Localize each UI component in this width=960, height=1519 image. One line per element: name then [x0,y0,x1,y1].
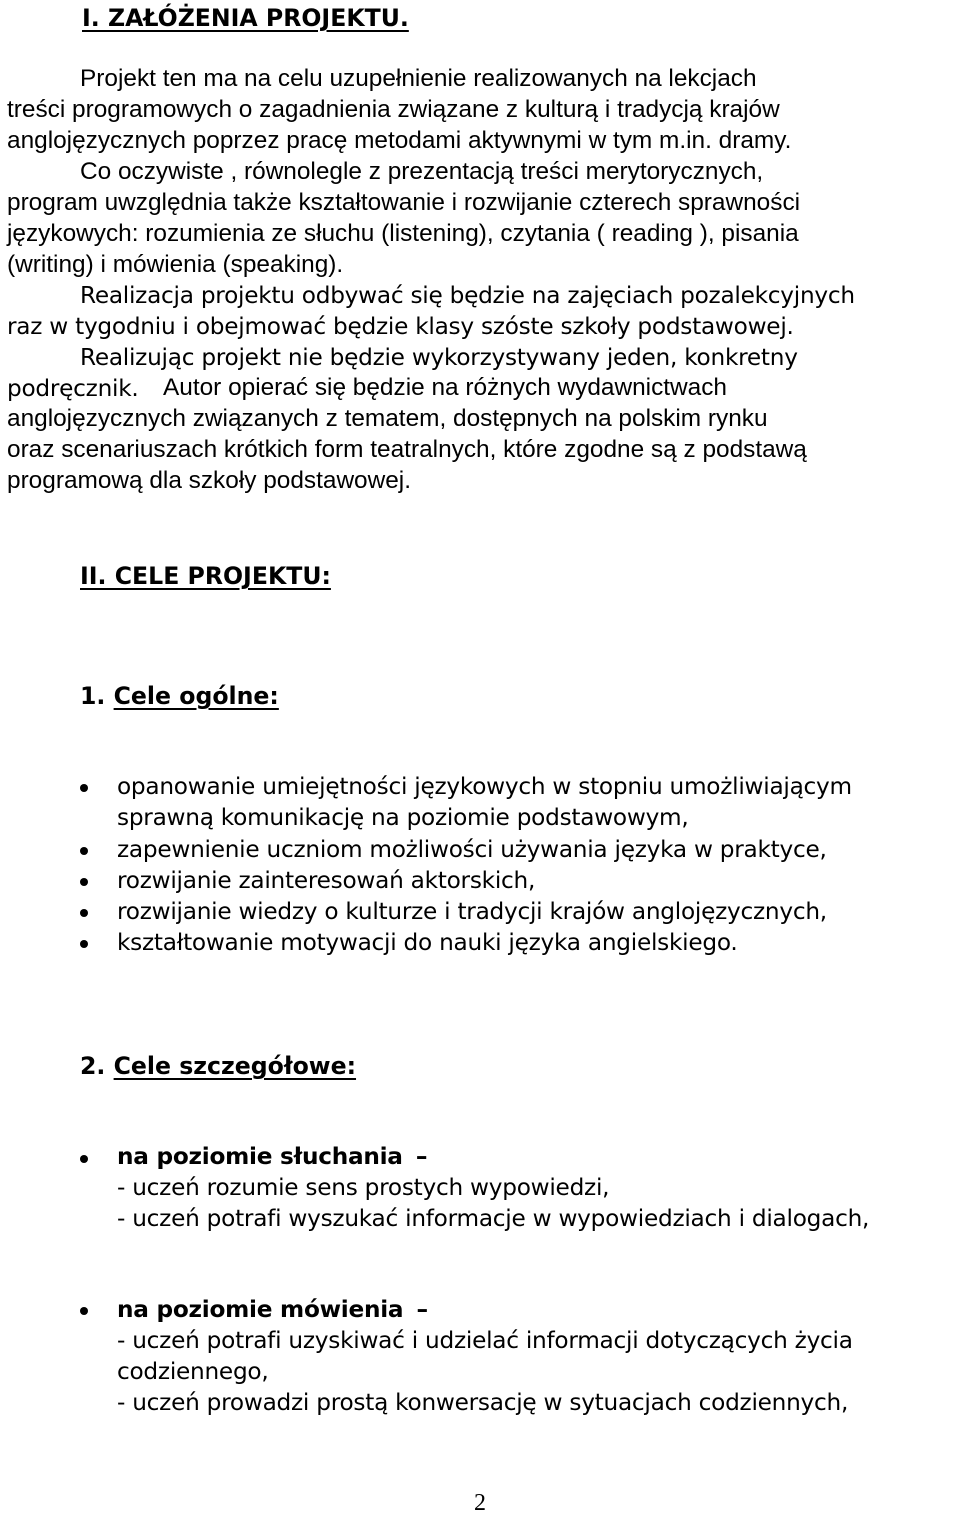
listening-line: - uczeń rozumie sens prostych wypowiedzi, [117,1174,610,1201]
detailed-goals-heading [80,1052,356,1080]
bullet-icon [80,878,88,886]
detailed-goals-number: 2. [80,1052,106,1080]
general-goal-item: rozwijanie zainteresowań aktorskich, [117,867,536,894]
speaking-line: - uczeń prowadzi prostą konwersację w sytuacjach codziennych, [117,1389,849,1416]
general-goal-item: rozwijanie wiedzy o kulturze i tradycji krajów anglojęzycznych, [117,898,827,925]
section-1-line: Realizacja projektu odbywać się będzie na zajęciach pozalekcyjnych [80,282,855,309]
section-1-title: I. ZAŁÓŻENIA PROJEKTU. [82,4,409,32]
section-1-line: podręcznik. [7,375,139,402]
speaking-heading [117,1296,428,1323]
general-goals-number: 1. [80,682,106,710]
bullet-icon [80,1155,88,1163]
section-2-title: II. CELE PROJEKTU: [80,562,331,590]
section-1-line: językowych: rozumienia ze słuchu (listening), czytania ( reading ), pisania [7,220,799,247]
speaking-label: na poziomie mówienia [117,1296,404,1323]
page-number: 2 [474,1490,486,1516]
section-1-line: Autor opierać się będzie na różnych wydawnictwach [163,374,727,401]
bullet-icon [80,784,88,792]
listening-label: na poziomie słuchania [117,1143,403,1170]
listening-line: - uczeń potrafi wyszukać informacje w wypowiedziach i dialogach, [117,1205,870,1232]
section-1-line: anglojęzycznych poprzez pracę metodami aktywnymi w tym m.in. dramy. [7,127,792,154]
section-1-line: Projekt ten ma na celu uzupełnienie realizowanych na lekcjach [80,65,757,92]
listening-heading [117,1143,427,1170]
section-1-line: programową dla szkoły podstawowej. [7,467,411,494]
section-1-line: Realizując projekt nie będzie wykorzystywany jeden, konkretny [80,344,798,371]
general-goals-title: Cele ogólne: [113,682,279,710]
speaking-line: codziennego, [117,1358,269,1385]
general-goal-item: sprawną komunikację na poziomie podstawowym, [117,804,689,831]
general-goal-item: zapewnienie uczniom możliwości używania języka w praktyce, [117,836,827,863]
speaking-line: - uczeń potrafi uzyskiwać i udzielać informacji dotyczących życia [117,1327,853,1354]
speaking-dash: – [416,1296,428,1323]
general-goal-item: kształtowanie motywacji do nauki języka angielskiego. [117,929,738,956]
section-1-line: Co oczywiste , równolegle z prezentacją treści merytorycznych, [80,158,764,185]
general-goals-heading [80,682,279,710]
section-1-line: treści programowych o zagadnienia związane z kulturą i tradycją krajów [7,96,780,123]
section-1-line: oraz scenariuszach krótkich form teatralnych, które zgodne są z podstawą [7,436,807,463]
section-1-line: raz w tygodniu i obejmować będzie klasy szóste szkoły podstawowej. [7,313,794,340]
listening-dash: – [415,1143,428,1170]
bullet-icon [80,1307,88,1315]
general-goal-item: opanowanie umiejętności językowych w stopniu umożliwiającym [117,773,852,800]
section-1-line: anglojęzycznych związanych z tematem, dostępnych na polskim rynku [7,405,768,432]
section-1-line: (writing) i mówienia (speaking). [7,251,344,278]
bullet-icon [80,909,88,917]
detailed-goals-title: Cele szczegółowe: [113,1052,357,1080]
section-1-line: program uwzględnia także kształtowanie i rozwijanie czterech sprawności [7,189,801,216]
bullet-icon [80,847,88,855]
bullet-icon [80,940,88,948]
